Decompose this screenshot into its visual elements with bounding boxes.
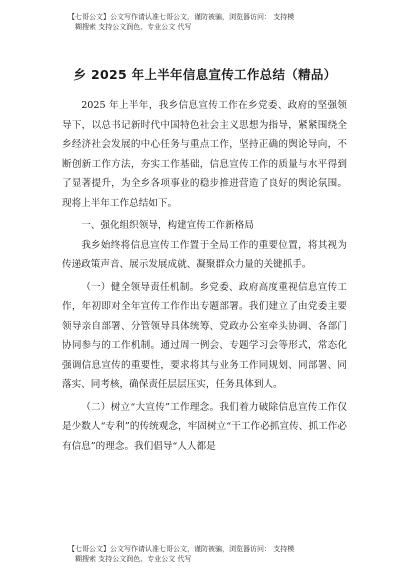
subsection-2-paragraph: （二）树立“大宣传”工作理念。我们着力破除信息宣传工作仅是少数人“专利”的传统观念，牢固树立“干工作必抓宣传、抓工作必有信息”的理念。我们倡导“人人都是 — [62, 401, 347, 452]
header-banner — [68, 12, 368, 32]
section-1-paragraph: 我乡始终将信息宣传工作置于全局工作的重要位置，将其视为传递政策声音、展示发展成就、凝聚群众力量的关键抓手。 — [62, 239, 347, 270]
intro-paragraph: 2025 年上半年，我乡信息宣传工作在乡党委、政府的坚强领导下，以总书记新时代中国特色社会主义思想为指导，紧紧围绕全乡经济社会发展的中心任务与重点工作，坚持正确的舆论导向，不断创新工作方法，夯实工作基础，信息宣传工作的质量与水平得到了显著提升，为全乡各项事业的稳步推进营造了良好的舆论氛围。现将上半年工作总结如下。 — [62, 100, 347, 209]
document-body — [62, 96, 347, 456]
footer-banner — [68, 544, 368, 564]
header-line-1: 【七哥公文】公文写作请认准七哥公文，谨防被骗，浏览器访问： 支持模 — [68, 13, 295, 21]
header-line-2: 糊搜索 支持公文润色、专业公文 代写 — [75, 23, 192, 31]
section-heading-1: 一、强化组织领导，构建宣传工作新格局 — [81, 220, 254, 231]
subsection-1-paragraph: （一）健全领导责任机制。乡党委、政府高度重视信息宣传工作，年初即对全年宣传工作作出专题部署。我们建立了由党委主要领导亲自部署、分管领导具体统筹、党政办公室牵头协调、各部门协同参与的工作机制。通过周一例会、专题学习会等形式，常态化强调信息宣传的重要性，要求将其与业务工作同规划、同部署、同落实、同考核，确保责任层层压实，任务具体到人。 — [62, 281, 347, 390]
document-title: 乡 2025 年上半年信息宣传工作总结（精品） — [73, 67, 337, 82]
footer-line-2: 糊搜索 支持公文润色、专业公文 代写 — [75, 555, 192, 563]
footer-line-1: 【七哥公文】公文写作请认准七哥公文，谨防被骗，浏览器访问： 支持模 — [68, 545, 295, 553]
